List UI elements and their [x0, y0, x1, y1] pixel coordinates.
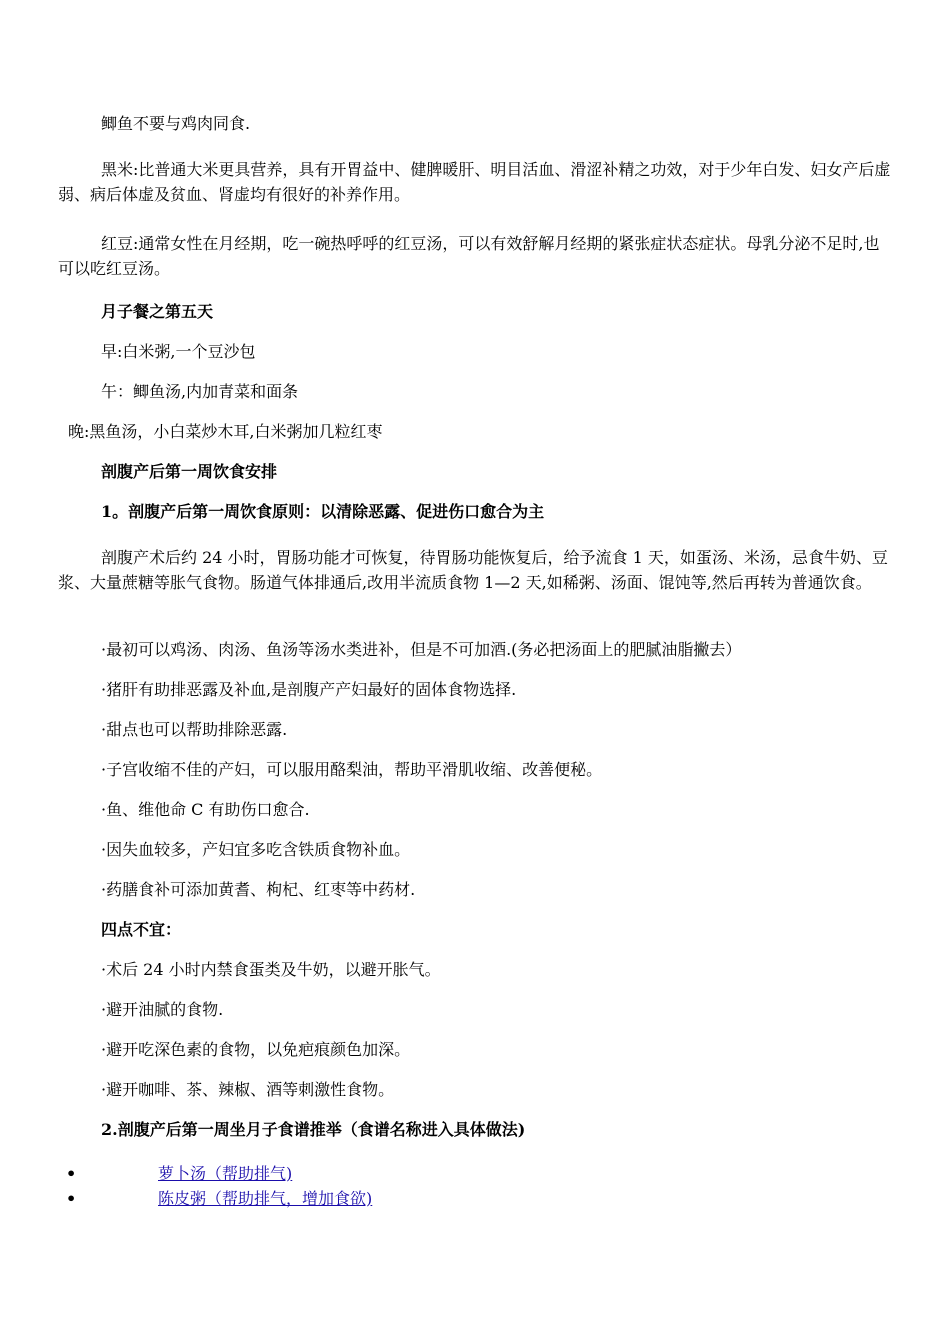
meal-dinner: 晚:黑鱼汤，小白菜炒木耳,白米粥加几粒红枣: [68, 422, 383, 441]
meal-breakfast: 早:白米粥,一个豆沙包: [101, 342, 256, 361]
tip-herbal: ·药膳食补可添加黄耆、枸杞、红枣等中药材.: [101, 880, 416, 899]
dont-greasy: ·避开油腻的食物.: [101, 1000, 224, 1019]
dont-dark-pigment: ·避开吃深色素的食物，以免疤痕颜色加深。: [101, 1040, 411, 1059]
tip-iron: ·因失血较多，产妇宜多吃含铁质食物补血。: [101, 840, 411, 859]
dont-eggs-milk: ·术后 24 小时内禁食蛋类及牛奶，以避开胀气。: [101, 960, 441, 979]
meal-lunch: 午：鲫鱼汤,内加青菜和面条: [101, 382, 299, 401]
heading-principle: 1。剖腹产后第一周饮食原则：以清除恶露、促进伤口愈合为主: [101, 502, 545, 521]
list-item: [58, 1161, 892, 1186]
tip-soup: ·最初可以鸡汤、肉汤、鱼汤等汤水类进补，但是不可加酒.(务必把汤面上的肥腻油脂撇去）: [101, 640, 742, 659]
heading-four-donts: 四点不宜：: [101, 920, 182, 939]
heading-recipes: 2.剖腹产后第一周坐月子食谱推举（食谱名称进入具体做法): [101, 1120, 526, 1139]
tip-dessert: ·甜点也可以帮助排除恶露.: [101, 720, 288, 739]
heading-day-five: 月子餐之第五天: [101, 302, 214, 321]
heading-cesarean-week-one: 剖腹产后第一周饮食安排: [101, 462, 278, 481]
paragraph-black-rice: 黑米:比普通大米更具营养，具有开胃益中、健脾暖肝、明目活血、滑涩补精之功效，对于少年白发、妇女产后虚弱、病后体虚及贫血、肾虚均有很好的补养作用。: [58, 160, 891, 204]
recipe-link-tangerine-peel-porridge[interactable]: 陈皮粥（帮助排气，增加食欲): [158, 1189, 373, 1208]
paragraph-post-op: 剖腹产术后约 24 小时，胃肠功能才可恢复，待胃肠功能恢复后，给予流食 1 天，如蛋汤、米汤，忌食牛奶、豆浆、大量蔗糖等胀气食物。肠道气体排通后,改用半流质食物 1—2 天,如稀粥、汤面、馄饨等,然后再转为普通饮食。: [58, 548, 888, 592]
paragraph-crucian-note: 鲫鱼不要与鸡肉同食.: [101, 114, 251, 133]
tip-pork-liver: ·猪肝有助排恶露及补血,是剖腹产产妇最好的固体食物选择.: [101, 680, 517, 699]
bullet-marker: •: [66, 1164, 77, 1183]
dont-stimulants: ·避开咖啡、茶、辣椒、酒等刺激性食物。: [101, 1080, 395, 1099]
bullet-marker: •: [66, 1189, 77, 1208]
paragraph-red-bean: 红豆:通常女性在月经期，吃一碗热呼呼的红豆汤，可以有效舒解月经期的紧张症状态症状。母乳分泌不足时,也可以吃红豆汤。: [58, 234, 880, 278]
list-item: [58, 1186, 892, 1211]
tip-avocado-oil: ·子宫收缩不佳的产妇，可以服用酪梨油，帮助平滑肌收缩、改善便秘。: [101, 760, 603, 779]
recipe-link-radish-soup[interactable]: 萝卜汤（帮助排气): [158, 1164, 293, 1183]
tip-vitamin-c: ·鱼、维他命 C 有助伤口愈合.: [101, 800, 310, 819]
